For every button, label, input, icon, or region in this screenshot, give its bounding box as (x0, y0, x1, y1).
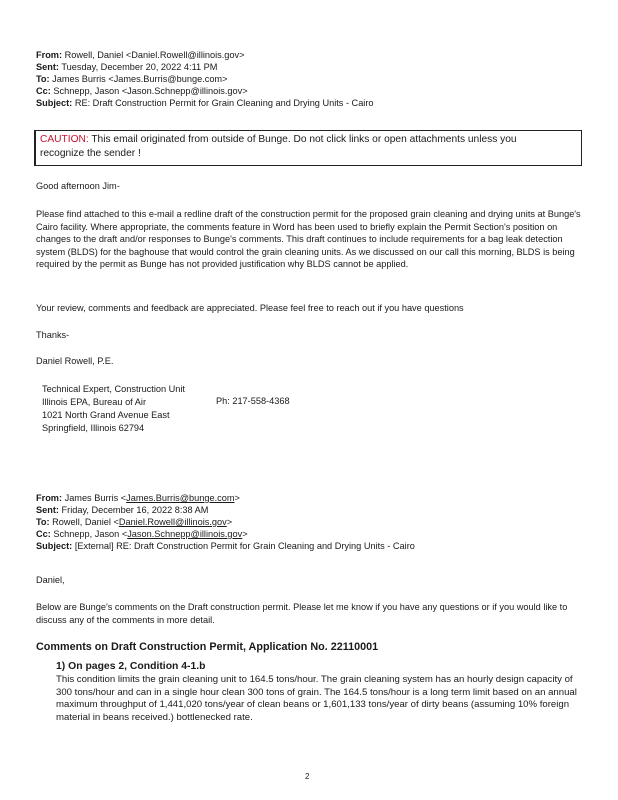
signature-title: Technical Expert, Construction Unit (42, 384, 185, 394)
signature-phone: Ph: 217-558-4368 (216, 396, 290, 406)
email1-from-value: Rowell, Daniel <Daniel.Rowell@illinois.gov> (64, 50, 245, 60)
greeting-2: Daniel, (36, 575, 65, 585)
email1-cc-value: Schnepp, Jason <Jason.Schnepp@illinois.gov> (53, 86, 248, 96)
email1-from: From: Rowell, Daniel <Daniel.Rowell@illinois.gov> (36, 50, 245, 60)
comments-title: Comments on Draft Construction Permit, Application No. 22110001 (36, 641, 379, 653)
signature-org: Illinois EPA, Bureau of Air (42, 397, 147, 407)
sender-name: Daniel Rowell, P.E. (36, 356, 114, 366)
body1-paragraph-1: Please find attached to this e-mail a redline draft of the construction permit for the proposed grain cleaning and drying units at Bunge's Cairo facility. Where appropriate, the comments feature in Word has been used to briefly explain the Permit Section's position on changes to the draft and/or responses to Bunge's comments. This draft continues to include requirements for a bag leak detection system (BLDS) for the baghouse that would control the grain cleaning units. As we discussed on our call this morning, BLDS is being required by the permit as Bunge has not provided justification why BLDS cannot be applied. (36, 209, 581, 269)
email1-subject-value: RE: Draft Construction Permit for Grain Cleaning and Drying Units - Cairo (74, 98, 374, 108)
caution-text-line2: recognize the sender ! (40, 148, 141, 159)
email2-cc: Cc: Schnepp, Jason <Jason.Schnepp@illinois.gov> (36, 529, 248, 539)
caution-text-line1: This email originated from outside of Bunge. Do not click links or open attachments unless you (88, 134, 517, 145)
caution-label: CAUTION: (40, 134, 89, 145)
email1-to-value: James Burris <James.Burris@bunge.com> (52, 74, 228, 84)
email1-sent: Sent: Tuesday, December 20, 2022 4:11 PM (36, 62, 218, 72)
email1-to: To: James Burris <James.Burris@bunge.com> (36, 74, 228, 84)
email1-sent-value: Tuesday, December 20, 2022 4:11 PM (61, 62, 218, 72)
body1-paragraph-2: Your review, comments and feedback are appreciated. Please feel free to reach out if you have questions (36, 303, 464, 313)
email1-cc: Cc: Schnepp, Jason <Jason.Schnepp@illinois.gov> (36, 86, 248, 96)
caution-banner (34, 130, 582, 166)
email2-subject: Subject: [External] RE: Draft Construction Permit for Grain Cleaning and Drying Units - Cairo (36, 541, 415, 551)
email2-from: From: James Burris <James.Burris@bunge.com> (36, 493, 240, 503)
email2-subject-value: [External] RE: Draft Construction Permit for Grain Cleaning and Drying Units - Cairo (74, 541, 415, 551)
greeting-1: Good afternoon Jim- (36, 181, 120, 191)
body2-paragraph-1: Below are Bunge's comments on the Draft construction permit. Please let me know if you have any questions or if you would like to discuss any of the comments in more detail. (36, 602, 568, 625)
email2-from-link[interactable]: James.Burris@bunge.com (126, 493, 235, 503)
condition-title: 1) On pages 2, Condition 4-1.b (56, 661, 206, 672)
email2-sent-value: Friday, December 16, 2022 8:38 AM (61, 505, 209, 515)
signature-address: 1021 North Grand Avenue East (42, 410, 170, 420)
thanks-line: Thanks- (36, 330, 70, 340)
page-number: 2 (305, 772, 310, 781)
email2-to-link[interactable]: Daniel.Rowell@illinois.gov (118, 517, 227, 527)
signature-city: Springfield, Illinois 62794 (42, 423, 145, 433)
email2-cc-link[interactable]: Jason.Schnepp@illinois.gov (127, 529, 243, 539)
email2-to: To: Rowell, Daniel <Daniel.Rowell@illinois.gov> (36, 517, 233, 527)
email1-subject: Subject: RE: Draft Construction Permit for Grain Cleaning and Drying Units - Cairo (36, 98, 374, 108)
condition-text: This condition limits the grain cleaning unit to 164.5 tons/hour. The grain cleaning system has an hourly design capacity of 300 tons/hour and can in a single hour clean 300 tons of grain. The 164.5 tons/hour is a long term limit based on an annual maximum throughput of 1,441,020 tons/year of clean beans or 1,601,133 tons/year of dirty beans (assuming 10% foreign material in beans received.) bottlenecked rate. (56, 674, 577, 723)
email2-sent: Sent: Friday, December 16, 2022 8:38 AM (36, 505, 209, 515)
